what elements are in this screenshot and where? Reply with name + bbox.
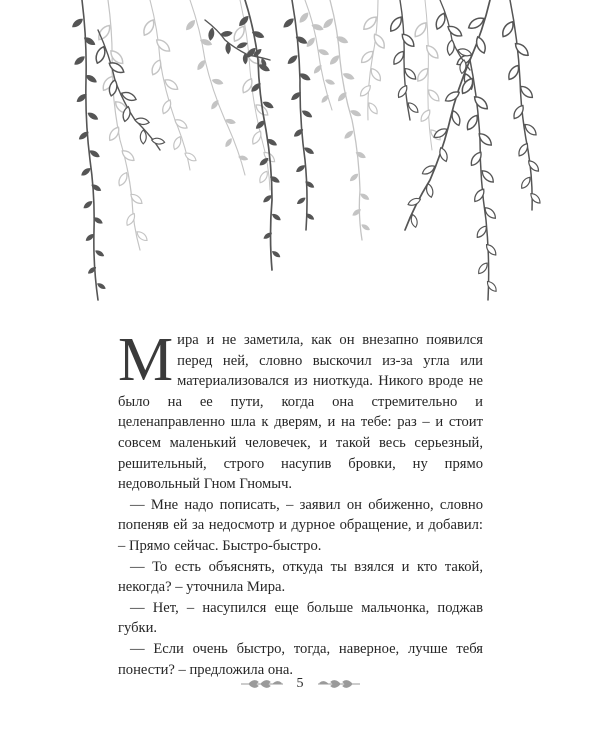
light-branch-group xyxy=(96,0,442,250)
branch-leaf xyxy=(296,196,307,206)
branch-leaf xyxy=(529,192,542,205)
branch-leaf xyxy=(224,118,236,126)
branch-leaf xyxy=(472,94,490,111)
branch-leaf xyxy=(117,171,130,187)
hanging-branches-illustration xyxy=(0,0,600,320)
drop-cap: М xyxy=(118,326,174,394)
branch-leaf xyxy=(286,53,300,66)
branch-leaf xyxy=(173,117,188,130)
branch-leaf xyxy=(297,11,310,25)
branch-leaf xyxy=(120,90,137,102)
branch-leaf xyxy=(151,137,165,145)
branch-leaf xyxy=(446,39,455,55)
branch-leaf xyxy=(476,261,489,275)
branch-leaf xyxy=(485,280,498,293)
branch-leaf xyxy=(513,41,531,58)
branch-leaf xyxy=(360,223,371,232)
branch-leaf xyxy=(369,67,383,83)
branch-leaf xyxy=(141,18,156,37)
paragraph-3: — То есть объяснять, откуда ты взялся и кто такой, некогда? – уточнила Мира. xyxy=(118,558,483,596)
branch-leaf xyxy=(262,231,273,241)
branch-leaf xyxy=(438,147,449,163)
branch-leaf xyxy=(527,159,541,173)
branch-leaf xyxy=(231,24,247,43)
branch-leaf xyxy=(400,32,417,49)
branch-leaf xyxy=(500,20,516,39)
branch-leaf xyxy=(321,16,335,30)
sprig-right-icon xyxy=(316,677,362,691)
paragraph-1 xyxy=(118,326,483,495)
branch-leaf xyxy=(396,84,409,99)
page-footer xyxy=(0,672,600,696)
branch-leaf xyxy=(120,148,136,163)
story-text xyxy=(118,326,483,680)
branch-leaf xyxy=(70,16,84,29)
branch-leaf xyxy=(446,24,464,39)
branch-leaf xyxy=(444,89,461,103)
branch-stem xyxy=(108,0,140,250)
branch-leaf xyxy=(82,35,96,47)
branch-leaf xyxy=(424,43,440,60)
branch-stem xyxy=(305,0,332,110)
branch-leaf xyxy=(129,192,144,206)
branch-leaf xyxy=(358,84,372,98)
branch-leaf xyxy=(271,212,282,222)
branch-leaf xyxy=(465,113,480,131)
branch-leaf xyxy=(355,150,367,160)
paragraph-4: — Нет, – насупился еще больше мальчонка, поджав губки. xyxy=(118,599,483,637)
dark-branch-group xyxy=(70,0,542,300)
paragraph-1-text: ира и не заметила, как он внезапно появился перед ней, словно выскочил из-за угла или материализовался из ниоткуда. Никого вроде не было на ее пути, когда она стремительно и целенаправленно шла к дверям, и на тебе: раз – и стоит совсем маленький человечек, и такой весь серьезный, решительный, строго насупив бровки, ну прямо недовольный Гном Гномыч. xyxy=(118,332,483,493)
branch-leaf xyxy=(80,166,92,177)
paragraph-2: — Мне надо пописать, – заявил он обиженно, словно попеняв ей за недосмотр и дурное обращение, и добавил: – Прямо сейчас. Быстро-быстро. xyxy=(118,496,483,554)
branch-leaf xyxy=(86,111,99,122)
branch-leaf xyxy=(304,180,316,190)
branch-leaf xyxy=(154,37,172,54)
branch-leaf xyxy=(348,172,359,183)
branch-leaf xyxy=(412,21,429,39)
page-number: 5 xyxy=(296,676,304,691)
branch-leaf xyxy=(324,78,336,86)
branch-leaf xyxy=(183,151,197,163)
branch-leaf xyxy=(184,18,197,32)
branch-leaf xyxy=(367,101,380,115)
branch-stem xyxy=(98,30,160,150)
branch-leaf xyxy=(301,109,314,120)
branch-leaf xyxy=(342,71,356,81)
branch-leaf xyxy=(359,192,371,202)
branch-leaf xyxy=(211,77,224,85)
branch-leaf xyxy=(271,250,282,259)
paragraph-5: — Если очень быстро, тогда, наверное, лучше тебя понести? – предложила она. xyxy=(118,640,483,678)
branch-leaf xyxy=(519,176,532,190)
branch-leaf xyxy=(207,27,215,41)
branch-stem xyxy=(82,0,98,300)
branch-leaf xyxy=(281,16,295,29)
branch-leaf xyxy=(140,130,146,144)
sprig-left-icon xyxy=(239,677,285,691)
branch-stem xyxy=(330,0,362,240)
branch-leaf xyxy=(484,243,498,257)
branch-leaf xyxy=(419,108,432,123)
branch-leaf xyxy=(388,15,404,33)
branch-leaf xyxy=(474,36,487,55)
branch-leaf xyxy=(258,170,270,184)
branch-leaf xyxy=(82,199,94,210)
branch-leaf xyxy=(172,136,183,151)
branch-leaf xyxy=(96,282,107,291)
branch-stem xyxy=(190,0,245,175)
branch-leaf xyxy=(351,207,362,217)
branch-leaf xyxy=(469,150,484,167)
branch-leaf xyxy=(134,117,149,126)
branch-leaf xyxy=(426,88,441,103)
branch-leaf xyxy=(224,137,234,148)
branch-leaf xyxy=(94,249,105,258)
branch-leaf xyxy=(73,54,87,67)
branch-leaf xyxy=(343,129,355,141)
